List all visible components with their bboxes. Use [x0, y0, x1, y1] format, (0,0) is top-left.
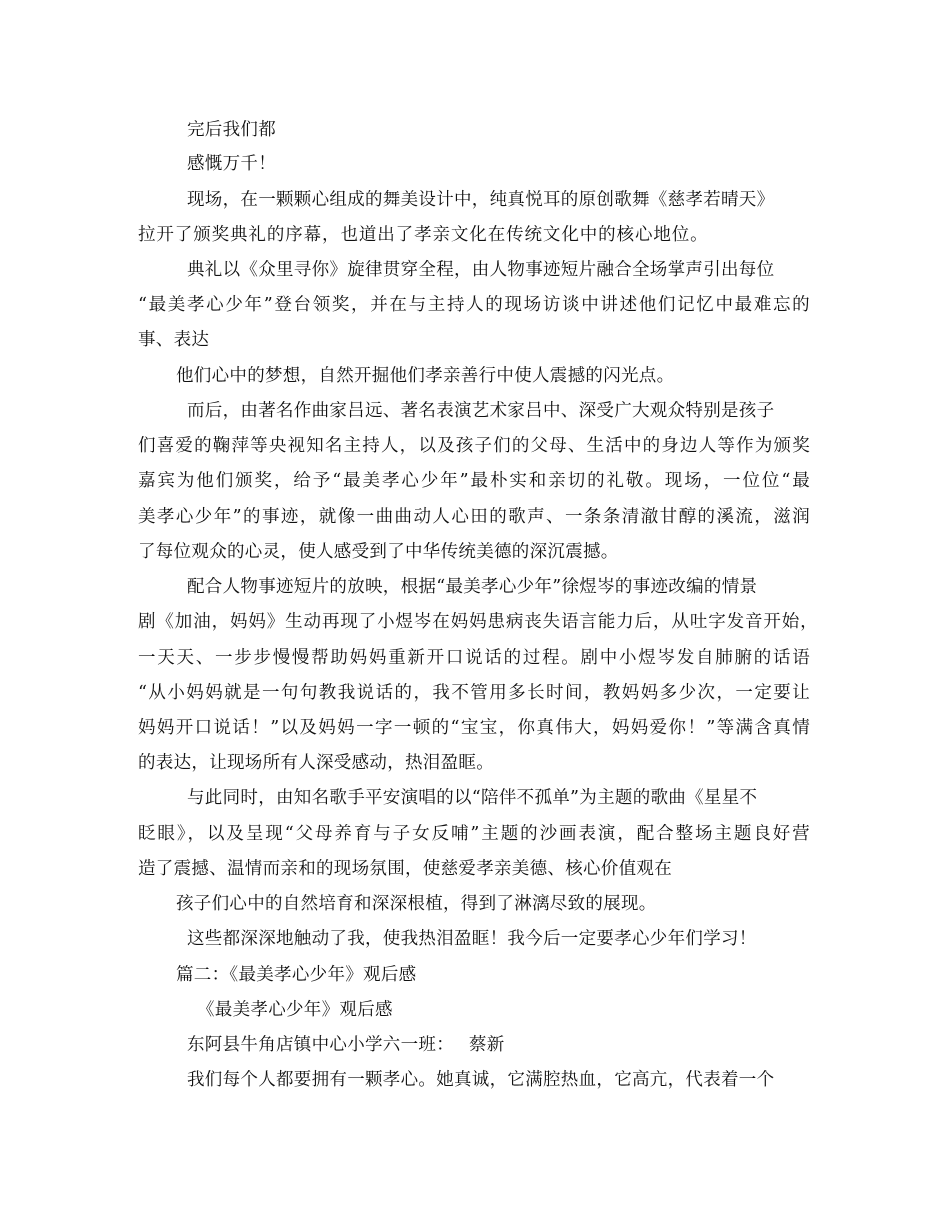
text-line: 典礼以《众里寻你》旋律贯穿全程，由人物事迹短片融合全场掌声引出每位: [187, 260, 775, 280]
text-line: 与此同时，由知名歌手平安演唱的以“陪伴不孤单”为主题的歌曲《星星不: [187, 788, 758, 808]
text-line: 这些都深深地触动了我，使我热泪盈眶！我今后一定要孝心少年们学习！: [187, 929, 757, 949]
text-line: 事、表达: [138, 330, 210, 350]
text-line: 妈妈开口说话！”以及妈妈一字一顿的“宝宝，你真伟大，妈妈爱你！”等满含真情: [138, 718, 810, 738]
text-line: 了每位观众的心灵，使人感受到了中华传统美德的深沉震撼。: [138, 542, 619, 562]
text-line: 他们心中的梦想，自然开掘他们孝亲善行中使人震撼的闪光点。: [176, 366, 675, 386]
text-line: 感慨万千！: [187, 154, 276, 174]
text-line: 眨眼》，以及呈现“父母养育与子女反哺”主题的沙画表演，配合整场主题良好营: [138, 824, 810, 844]
text-line: 一天天、一步步慢慢帮助妈妈重新开口说话的过程。剧中小煜岑发自肺腑的话语: [138, 648, 810, 668]
text-line: 拉开了颁奖典礼的序幕，也道出了孝亲文化在传统文化中的核心地位。: [138, 225, 708, 245]
text-line: 造了震撼、温情而亲和的现场氛围，使慈爱孝亲美德、核心价值观在: [138, 859, 672, 879]
text-line: 剧《加油，妈妈》生动再现了小煜岑在妈妈患病丧失语言能力后，从吐字发音开始，: [138, 612, 818, 632]
text-line: “最美孝心少年”登台领奖，并在与主持人的现场访谈中讲述他们记忆中最难忘的: [138, 295, 810, 315]
text-line: 现场，在一颗颗心组成的舞美设计中，纯真悦耳的原创歌舞《慈孝若晴天》: [187, 190, 775, 210]
text-line: 我们每个人都要拥有一颗孝心。她真诚，它满腔热血，它高亢，代表着一个: [187, 1070, 775, 1090]
text-line: 配合人物事迹短片的放映，根据“最美孝心少年”徐煜岑的事迹改编的情景: [187, 577, 758, 597]
text-line: 美孝心少年”的事迹，就像一曲曲动人心田的歌声、一条条清澈甘醇的溪流，滋润: [138, 507, 810, 527]
text-line: 孩子们心中的自然培育和深深根植，得到了淋漓尽致的展现。: [176, 894, 657, 914]
text-line: 而后，由著名作曲家吕远、著名表演艺术家吕中、深受广大观众特别是孩子: [187, 401, 775, 421]
text-line: 完后我们都: [187, 120, 276, 140]
text-line: 嘉宾为他们颁奖，给予“最美孝心少年”最朴实和亲切的礼敬。现场，一位位“最: [138, 471, 810, 491]
text-line: “从小妈妈就是一句句教我说话的，我不管用多长时间，教妈妈多少次，一定要让: [138, 683, 810, 703]
section-heading: 篇二：《最美孝心少年》观后感: [176, 965, 417, 985]
article-title: 《最美孝心少年》观后感: [197, 1000, 393, 1020]
text-line: 们喜爱的鞠萍等央视知名主持人，以及孩子们的父母、生活中的身边人等作为颁奖: [138, 436, 810, 456]
text-line: 的表达，让现场所有人深受感动，热泪盈眶。: [138, 753, 494, 773]
author-line: 东阿县牛角店镇中心小学六一班： 蔡新: [187, 1035, 505, 1055]
